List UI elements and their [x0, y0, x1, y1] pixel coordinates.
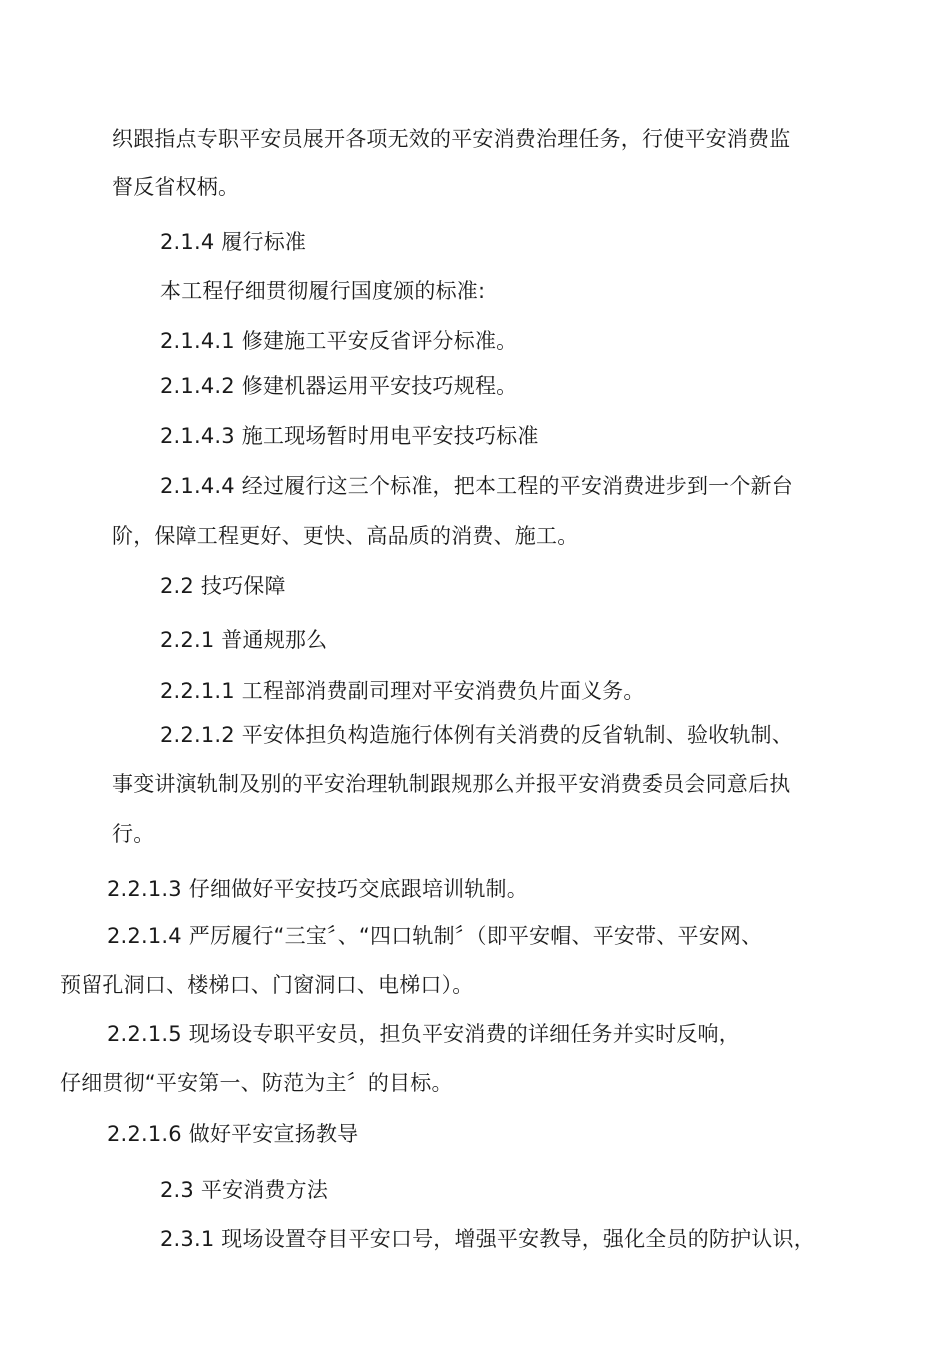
- section-heading: 2.2 技巧保障: [160, 574, 286, 598]
- text-line: 2.1.4.1 修建施工平安反省评分标准。: [160, 329, 518, 353]
- text-line: 预留孔洞口、楼梯口、门窗洞口、电梯口）。: [60, 973, 474, 997]
- text-line: 阶，保障工程更好、更快、高品质的消费、施工。: [112, 524, 579, 548]
- section-heading: 2.1.4 履行标准: [160, 230, 307, 254]
- section-heading: 2.3 平安消费方法: [160, 1178, 329, 1202]
- section-heading: 2.2.1 普通规那么: [160, 628, 328, 652]
- text-line: 2.2.1.5 现场设专职平安员，担负平安消费的详细任务并实时反响，: [107, 1022, 740, 1046]
- text-line: 2.1.4.4 经过履行这三个标准，把本工程的平安消费进步到一个新台: [160, 474, 793, 498]
- text-line: 织跟指点专职平安员展开各项无效的平安消费治理任务，行使平安消费监: [112, 127, 791, 151]
- text-line: 2.2.1.6 做好平安宣扬教导: [107, 1122, 359, 1146]
- text-line: 2.2.1.1 工程部消费副司理对平安消费负片面义务。: [160, 679, 645, 703]
- text-line: 事变讲演轨制及别的平安治理轨制跟规那么并报平安消费委员会同意后执: [112, 772, 791, 796]
- text-line: 2.2.1.3 仔细做好平安技巧交底跟培训轨制。: [107, 877, 528, 901]
- text-line: 本工程仔细贯彻履行国度颁的标准:: [160, 279, 486, 303]
- text-line: 2.2.1.2 平安体担负构造施行体例有关消费的反省轨制、验收轨制、: [160, 723, 793, 747]
- text-line: 2.3.1 现场设置夺目平安口号，增强平安教导，强化全员的防护认识，: [160, 1227, 815, 1251]
- text-line: 行。: [112, 822, 155, 846]
- text-line: 2.2.1.4 严厉履行“三宝〞、“四口轨制〞（即平安帽、平安带、平安网、: [107, 924, 763, 948]
- text-line: 2.1.4.3 施工现场暂时用电平安技巧标准: [160, 424, 539, 448]
- text-line: 督反省权柄。: [112, 175, 240, 199]
- text-line: 2.1.4.2 修建机器运用平安技巧规程。: [160, 374, 518, 398]
- text-line: 仔细贯彻“平安第一、防范为主〞的目标。: [60, 1071, 453, 1095]
